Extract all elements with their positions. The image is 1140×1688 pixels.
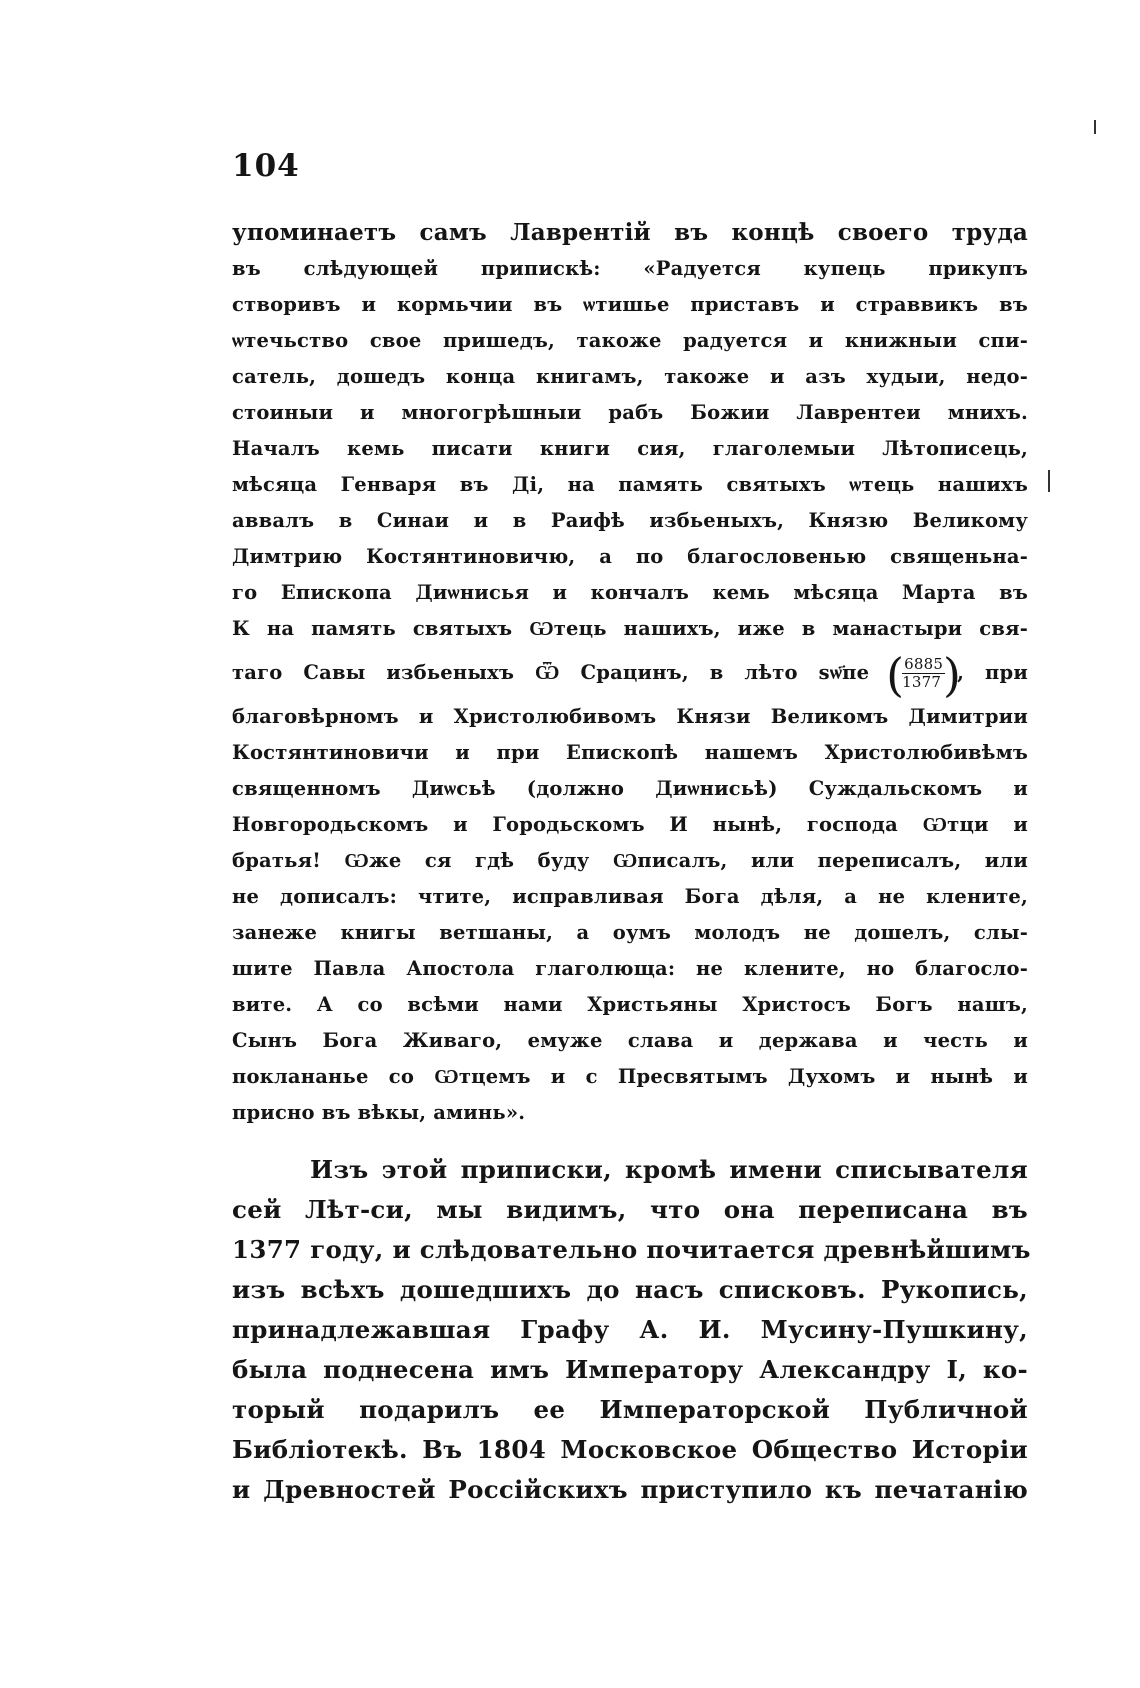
left-paren: ( — [886, 648, 905, 702]
text-line: мѣсяца Генваря въ Ді, на память святыхъ ѡтець нашихъ — [232, 473, 1028, 496]
quoted-colophon — [232, 215, 1028, 1131]
scan-edge-mark — [1048, 470, 1050, 492]
text-line: поклананье со Ѡтцемъ и с Пресвятымъ Духомъ и нынѣ и — [232, 1065, 1028, 1088]
right-paren: ) — [942, 648, 962, 702]
date-text: таго Савы избьеныхъ Ѿ Срацинъ, в лѣто ѕѡ҃пе — [232, 661, 870, 684]
text-line: Библіотекѣ. Въ 1804 Московское Общество Исторіи — [232, 1435, 1028, 1464]
text-line: сей Лѣт-си, мы видимъ, что она переписана въ — [232, 1195, 1028, 1224]
text-line: 1377 году, и слѣдовательно почитается древнѣйшимъ — [232, 1235, 1031, 1264]
text-line: шите Павла Апостола глаголюща: не клените, но благосло- — [232, 957, 1028, 980]
text-line: Началъ кемь писати книги сия, глаголемыи Лѣтописець, — [232, 437, 1028, 460]
text-line: была поднесена имъ Императору Александру I, ко- — [232, 1355, 1028, 1384]
text-line: торый подарилъ ее Императорской Публичной — [232, 1395, 1028, 1424]
text-line-with-date-fraction — [232, 647, 1028, 702]
text-line: го Епископа Диѡнисья и кончалъ кемь мѣсяца Марта въ — [232, 581, 1028, 604]
text-line: присно въ вѣкы, аминь». — [232, 1101, 526, 1124]
scan-edge-mark — [1094, 120, 1096, 134]
text-line: сатель, дошедъ конца книгамъ, такоже и азъ худыи, недо- — [232, 365, 1028, 388]
text-line: занеже книгы ветшаны, а оумъ молодъ не дошелъ, слы- — [232, 921, 1028, 944]
text-line: Изъ этой приписки, кромѣ имени списывателя — [310, 1155, 1028, 1184]
text-line: братья! Ѡже ся гдѣ буду Ѡписалъ, или переписалъ, или — [232, 849, 1028, 872]
text-line: вите. А со всѣми нами Христьяны Христосъ Богъ нашъ, — [232, 993, 1028, 1016]
text-line: и Древностей Россійскихъ приступило къ печатанію — [232, 1475, 1028, 1504]
date-text-tail: , при — [957, 661, 1028, 684]
body-paragraph — [232, 1150, 1031, 1510]
fraction-denominator: 1377 — [902, 673, 942, 691]
text-line: не дописалъ: чтите, исправливая Бога дѣля, а не клените, — [232, 885, 1028, 908]
text-line: принадлежавшая Графу А. И. Мусину-Пушкину, — [232, 1315, 1028, 1344]
text-line: упоминаетъ самъ Лаврентій въ концѣ своего труда — [232, 219, 1028, 246]
text-line: изъ всѣхъ дошедшихъ до насъ списковъ. Рукопись, — [232, 1275, 1028, 1304]
year-fraction — [886, 648, 962, 702]
text-line: Димтрию Костянтиновичю, а по благословенью священьна- — [232, 545, 1028, 568]
text-line: стоиныи и многогрѣшныи рабъ Божии Лаврентеи мнихъ. — [232, 401, 1028, 424]
text-line: въ слѣдующей припискѣ: «Радуется купець прикупъ — [232, 257, 1028, 280]
text-line: Костянтиновичи и при Епископѣ нашемъ Христолюбивѣмъ — [232, 741, 1028, 764]
text-line: Новгородьскомъ и Городьскомъ И нынѣ, господа Ѡтци и — [232, 813, 1028, 836]
text-line: священномъ Диѡсьѣ (должно Диѡнисьѣ) Суждальскомъ и — [232, 777, 1028, 800]
text-line: Сынъ Бога Живаго, емуже слава и держава и честь и — [232, 1029, 1028, 1052]
fraction-numerator: 6885 — [904, 655, 944, 673]
text-line: К на память святыхъ Ѡтець нашихъ, иже в манастыри свя- — [232, 617, 1028, 640]
text-line: аввалъ в Синаи и в Раифѣ избьеныхъ, Князю Великому — [232, 509, 1028, 532]
page-number: 104 — [232, 148, 300, 184]
text-line: благовѣрномъ и Христолюбивомъ Князи Великомъ Димитрии — [232, 705, 1028, 728]
text-line: створивъ и кормьчии въ ѡтишье приставъ и страввикъ въ — [232, 293, 1028, 316]
text-line: ѡтечьство свое пришедъ, такоже радуется и книжныи спи- — [232, 329, 1028, 352]
